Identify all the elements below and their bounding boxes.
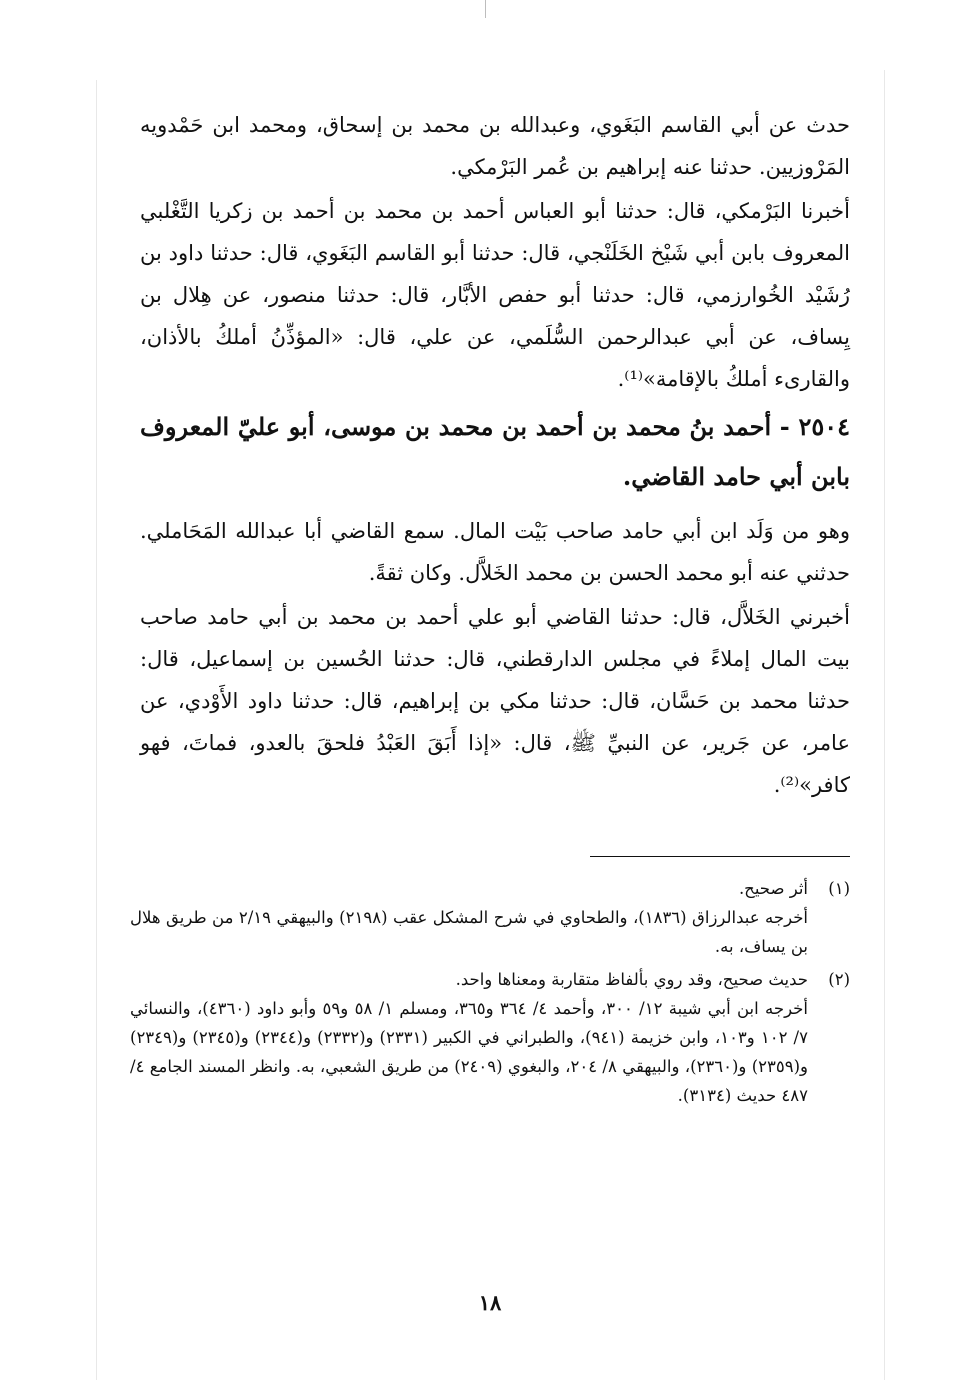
footnote-2 xyxy=(130,965,850,1110)
paragraph-3: وهو من وَلَد ابن أبي حامد صاحب بَيْت المال. سمع القاضي أبا عبدالله المَحَاملي. حدثني عنه أبو محمد الحسن بن محمد الخَلاَّل. وكان ثقةً. xyxy=(140,519,850,585)
footnotes xyxy=(130,874,850,1114)
entry-heading: ٢٥٠٤ - أحمد بنُ محمد بن أحمد بن محمد بن موسى، أبو عليّ المعروف بابن أبي حامد القاضي. xyxy=(140,412,850,491)
paragraph-4: أخبرني الخَلاَّل، قال: حدثنا القاضي أبو علي أحمد بن محمد بن أبي حامد صاحب بيت المال إملاءً في مجلس الدارقطني، قال: حدثنا الحُسين بن إسماعيل، قال: حدثنا محمد بن حَسَّان، قال: حدثنا مكي بن إبراهيم، قال: حدثنا داود الأَوْدي، عن عامر، عن جَرير، عن النبيِّ ﷺ، قال: «إذا أَبَقَ العَبْدُ فلحقَ بالعدو، فماتَ، فهو كافر»⁽²⁾. xyxy=(140,605,851,797)
paragraph-2: أخبرنا البَرْمكي، قال: حدثنا أبو العباس أحمد بن محمد بن أحمد بن زكريا التَّغْلبي المعروف بابن أبي شَيْخ الخَلَنْجي، قال: حدثنا أبو القاسم البَغَوي، قال: حدثنا داود بن رُشَيْد الخُوارزمي، قال: حدثنا أبو حفص الأبَّار، قال: حدثنا منصور، عن هِلال بن يِساف، عن أبي عبدالرحمن السُّلَمي، عن علي، قال: «المؤذِّنُ أملكُ بالأذان، والقارىء أملكُ بالإقامة»⁽¹⁾. xyxy=(140,199,850,391)
scan-mark-top xyxy=(485,0,486,18)
main-text xyxy=(140,104,850,808)
footnote-text: أخرجه ابن أبي شيبة ١٢/ ٣٠٠، وأحمد ٤/ ٣٦٤ و٣٦٥، ومسلم ١/ ٥٨ و٥٩ وأبو داود (٤٣٦٠)، والنسائي ٧/ ١٠٢ و١٠٣، وابن خزيمة (٩٤١)، والطبراني في الكبير (٢٣٣١) و(٢٣٣٢) و(٢٣٤٤) و(٢٣٤٥) و(٢٣٤٩) و(٢٣٥٩) و(٢٣٦٠)، والبيهقي ٨/ ٢٠٤، والبغوي (٢٤٠٩) من طريق الشعبي، به. وانظر المسند الجامع ٤/ ٤٨٧ حديث (٣١٣٤). xyxy=(130,999,809,1105)
page-number: ١٨ xyxy=(478,1290,502,1315)
footnote-number: (٢) xyxy=(828,970,850,989)
paragraph-1: حدث عن أبي القاسم البَغَوي، وعبدالله بن محمد بن إسحاق، ومحمد ابن حَمْدويه المَرْوزيين. حدثنا عنه إبراهيم بن عُمر البَرْمكي. xyxy=(140,113,850,179)
footnote-1 xyxy=(130,874,850,961)
scan-mark-left xyxy=(96,80,97,1380)
footnote-number: (١) xyxy=(828,879,850,898)
footnote-separator xyxy=(590,856,850,857)
footnote-text: أخرجه عبدالرزاق (١٨٣٦)، والطحاوي في شرح المشكل عقب (٢١٩٨) والبيهقي ٢/١٩ من طريق هلال بن يساف، به. xyxy=(130,908,808,956)
footnote-text: أثر صحيح. xyxy=(738,879,808,898)
footnote-text: حديث صحيح، وقد روي بألفاظ متقاربة ومعناها واحد. xyxy=(455,970,808,989)
scan-mark-right xyxy=(884,70,885,1380)
